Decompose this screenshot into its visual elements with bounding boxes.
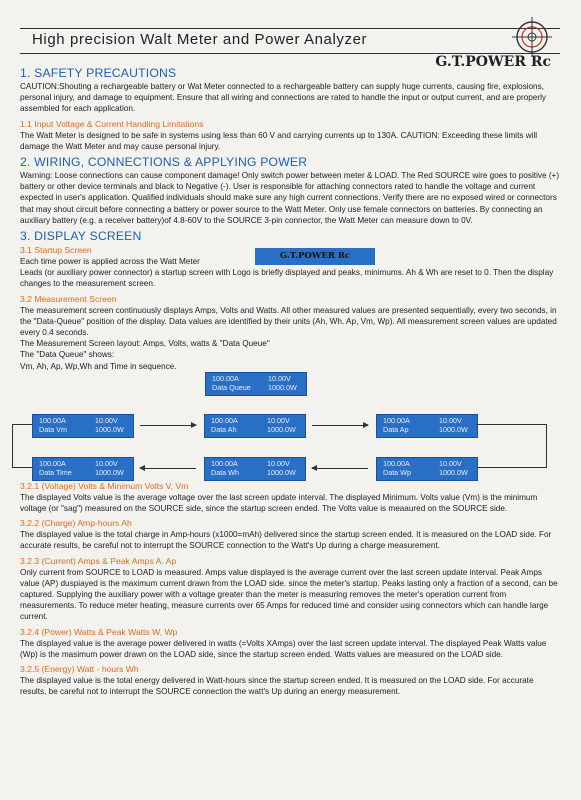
lcd-amps: 100.00A (211, 416, 238, 425)
power-text: The displayed value is the average power delivered in watts (=Volts XAmps) over the last screen update interval. The displayed Peak Watts value (Wp) is the masimum power drawn on the LOAD side, since the startup screen ended. Watts values are measured on the LOAD side. (20, 638, 547, 659)
lcd-volts: 10.00V (268, 374, 291, 383)
arrow-left-icon (312, 468, 368, 469)
lcd-volts: 10.00V (95, 459, 118, 468)
lcd-watts: 1000.0W (267, 468, 296, 477)
lcd-queue: Data Queue (212, 383, 251, 392)
subsection-energy-title: 3.2.5 (Energy) Watt - hours Wh (20, 664, 139, 675)
lcd-data-wh: Data Wh (211, 468, 239, 477)
startup-splash-screen: G.T.POWER Rc (255, 248, 375, 265)
lcd-screen-wh (204, 457, 306, 481)
arrow-right-icon (140, 425, 196, 426)
lcd-main-screen (205, 372, 307, 396)
lcd-screen-ap (376, 414, 478, 438)
input-limits-text: The Watt Meter is designed to be safe in systems using less than 60 V and carrying currents up to 130A. CAUTION: Exceeding these limits will damage the Watt Meter and may cause personal injury. (20, 130, 538, 151)
data-queue-line-2: Vm, Ah, Ap, Wp,Wh and Time in sequence. (20, 361, 177, 371)
energy-text: The displayed value is the total energy delivered in Watt-hours since the startup screen ended. It is measured on the LOAD side. For accurate results, be careful not to interrupt the SOURCE connection the watt's Up during an energy measurement. (20, 676, 534, 697)
wiring-text: Warning: Loose connections can cause component damage! Only switch power between meter & LOAD. The Red SOURCE wire goes to positive (+) battery or other device terminals and black to Negative (-). User is responsible for attaching connectors rated to handle the voltage and current expected in user's application. Qualified individuals should make sure any high current connections. Verify there are no exposed wired or connectors that may shout circuit before connecting a battery or power source to the Watt Meter. Only use female connectors on batteries. By connecting an auxiliary battery (e.g. a receiver battery)of 4.8-60V to the SOURCE 3-pin connector, the Watt Meter can measure down to 0V. (20, 171, 560, 225)
lcd-volts: 10.00V (95, 416, 118, 425)
lcd-data-ah: Data Ah (211, 425, 237, 434)
lcd-data-vm: Data Vm (39, 425, 67, 434)
section-display-title: 3. DISPLAY SCREEN (20, 229, 142, 244)
document-title: High precision Walt Meter and Power Analyzer (32, 31, 368, 48)
subsection-voltage-title: 3.2.1 (Voltage) Volts & Minimum Volts V, Vm (20, 480, 189, 491)
lcd-screen-ah (204, 414, 306, 438)
connector-line-right (546, 424, 547, 468)
connector-line-left-bottom (12, 467, 32, 468)
lcd-amps: 100.00A (383, 416, 410, 425)
lcd-volts: 10.00V (267, 416, 290, 425)
section-wiring-title: 2. WIRING, CONNECTIONS & APPLYING POWER (20, 155, 308, 170)
charge-text: The displayed value is the total charge in Amp-hours (x1000=mAh) delivered since the startup screen ended. It is measured on the LOAD side. For accurate results, be careful not to interrupt the SOURCE connection to the Watt's Up during a charge measurement. (20, 530, 552, 551)
lcd-watts: 1000.0W (95, 468, 124, 477)
lcd-watts: 1000.0W (439, 425, 468, 434)
brand-name: G.T.POWER Rc (435, 54, 551, 70)
startup-text: Leads (or auxiliary power connector) a startup screen with Logo is briefly displayed and peaks, minimums. Ah & Wh are reset to 0. Then the display changes to the measurement screen. (20, 268, 554, 289)
lcd-data-ap: Data Ap (383, 425, 409, 434)
lcd-amps: 100.00A (39, 416, 66, 425)
arrow-left-icon (140, 468, 196, 469)
data-queue-line-1: The "Data Queue" shows: (20, 350, 115, 360)
connector-line-right-bottom (476, 467, 546, 468)
page-header (20, 28, 560, 54)
current-text: Only current from SOURCE to LOAD is measured. Amps value displayed is the average current over the last screen update interval. Peak Amps value (AP) duspiayed is the maximum current drawn from the LOAD side. since the meter's startup. Peaks lasting only a fraction of a second, can be captured. Supplying the auxiliary power with a voltage greater than the meter is measuring removes the meter's operation current from measurements. To reduce meter heating, measure currents over 65 Amps for reduced time and consider using connectors which can handle large current. (20, 567, 558, 622)
subsection-charge-title: 3.2.2 (Charge) Amp-hours Ah (20, 518, 132, 529)
lcd-screen-wp (376, 457, 478, 481)
connector-line-left (12, 424, 13, 468)
measurement-layout-line: The Measurement Screen layout: Amps, Volts, watts & "Data Queue" (20, 339, 270, 349)
lcd-data-wp: Data Wp (383, 468, 411, 477)
lcd-volts: 10.00V (267, 459, 290, 468)
subsection-startup-title: 3.1 Startup Screen (20, 245, 92, 256)
lcd-watts: 1000.0W (95, 425, 124, 434)
lcd-screen-vm (32, 414, 134, 438)
lcd-watts: 1000.0W (268, 383, 297, 392)
connector-line-left-top (12, 424, 32, 425)
crosshair-logo-icon (510, 15, 554, 59)
lcd-watts: 1000.0W (439, 468, 468, 477)
section-safety-title: 1. SAFETY PRECAUTIONS (20, 66, 177, 80)
lcd-amps: 100.00A (383, 459, 410, 468)
lcd-amps: 100.00A (211, 459, 238, 468)
startup-line-1: Each time power is applied across the Watt Meter (20, 257, 200, 267)
lcd-screen-time (32, 457, 134, 481)
safety-caution-text: CAUTION:Shouting a rechargeable battery or Wat Meter connected to a rechargeable battery can supply huge currents, causing fire, explosions, personal injury, and damage to equipment. Ensure that all wiring and connections are rated to handle the input or output current, and are properly assembled for each application. (20, 82, 546, 114)
connector-line-right-top (476, 424, 546, 425)
subsection-current-title: 3.2.3 (Current) Amps & Peak Amps A. Ap (20, 555, 177, 566)
lcd-amps: 100.00A (39, 459, 66, 468)
lcd-volts: 10.00V (439, 416, 462, 425)
measurement-text: The measurement screen continuously displays Amps, Volts and Watts. All other measured values are presented sequentially, every two seconds, in the "Data-Queue" position of the display. Data values are identified by their units (Ah, Wh. Ap, Vm, Wp). All measurement screen values are updated every 0.4 seconds. (20, 305, 557, 338)
lcd-watts: 1000.0W (267, 425, 296, 434)
voltage-text: The displayed Volts value is the average voltage over the last screen update interval. The displayed Minimum. Volts value (Vm) is the minimum voltage (or "sag") measured on the SOURCE side, since the startup screen ended. The Volts value is meaaured on the SOURCE side. (20, 492, 538, 514)
subsection-power-title: 3.2.4 (Power) Watts & Peak Watts W, Wp (20, 626, 178, 637)
lcd-amps: 100.00A (212, 374, 239, 383)
lcd-volts: 10.00V (439, 459, 462, 468)
arrow-right-icon (312, 425, 368, 426)
lcd-data-time: Data Time (39, 468, 72, 477)
subsection-measurement-title: 3.2 Measurement Screen (20, 293, 117, 304)
subsection-input-limits-title: 1.1 Input Voltage & Current Handling Limitations (20, 118, 204, 129)
